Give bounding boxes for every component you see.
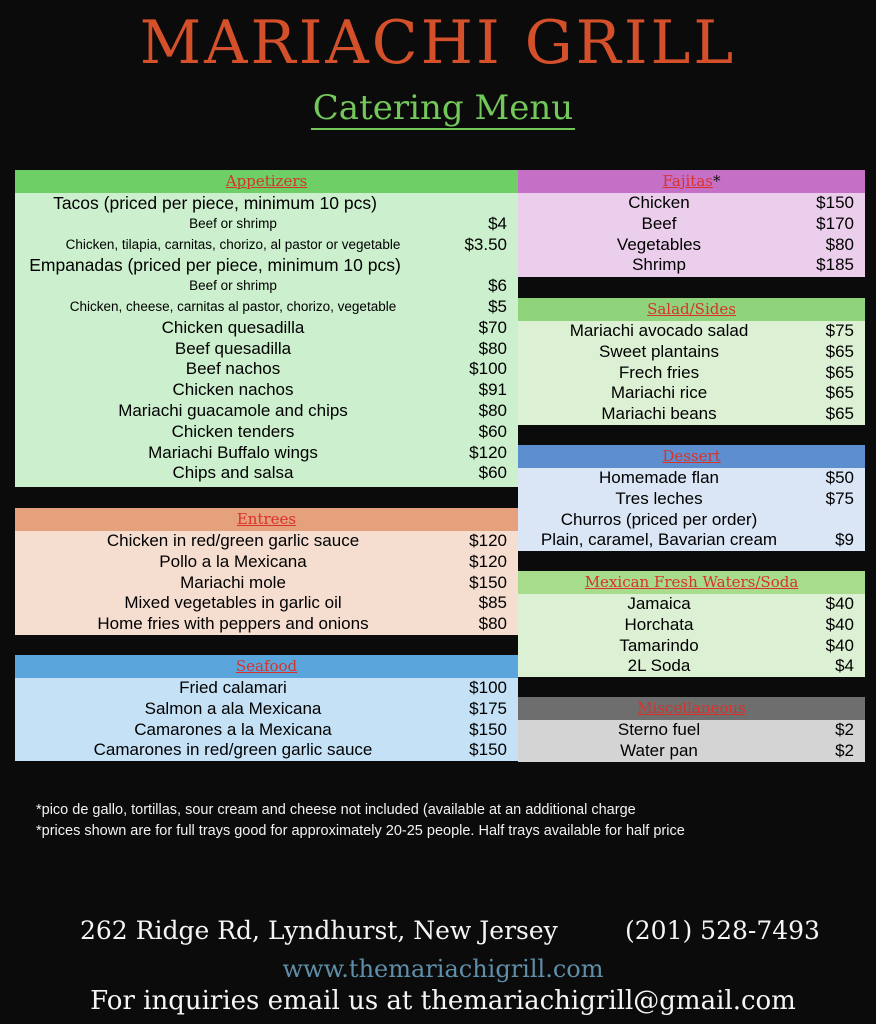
item-name: Salmon a ala Mexicana <box>144 698 322 718</box>
item-price: $6 <box>488 276 507 296</box>
menu-subtitle-text: Catering Menu <box>312 88 574 128</box>
entrees-header <box>15 508 518 531</box>
item-name: Chicken, cheese, carnitas al pastor, chorizo, vegetable <box>69 298 397 314</box>
item-price: $120 <box>469 442 507 462</box>
misc-title: Miscellaneous <box>637 699 746 717</box>
item-price: $60 <box>478 463 507 483</box>
item-name: Home fries with peppers and onions <box>97 614 369 634</box>
seafood-section <box>15 655 518 761</box>
item-name: Chicken tenders <box>171 421 295 441</box>
menu-item <box>518 235 865 256</box>
item-name: Chicken <box>628 193 690 212</box>
item-name: Sweet plantains <box>598 341 720 361</box>
menu-item <box>518 321 865 342</box>
item-name: Churros (priced per order) <box>560 509 758 529</box>
drinks-section <box>518 571 865 677</box>
salad-sides-title: Salad/Sides <box>647 300 736 318</box>
website-link[interactable]: www.themariachigrill.com <box>282 955 604 983</box>
item-name: 2L Soda <box>627 656 691 676</box>
item-name: Chicken, tilapia, carnitas, chorizo, al pastor or vegetable <box>65 236 401 252</box>
item-name: Tres leches <box>615 488 703 508</box>
item-name: Horchata <box>624 614 694 634</box>
item-price: $150 <box>816 193 854 212</box>
item-name: Beef or shrimp <box>189 215 277 231</box>
item-name: Empanadas (priced per piece, minimum 10 pcs) <box>29 255 401 276</box>
item-name: Camarones in red/green garlic sauce <box>93 740 373 760</box>
item-price: $150 <box>469 740 507 760</box>
item-name: Plain, caramel, Bavarian cream <box>540 530 778 550</box>
item-price: $175 <box>469 698 507 718</box>
item-name: Shrimp <box>632 255 686 275</box>
item-price: $65 <box>825 383 854 403</box>
item-price: $100 <box>469 359 507 379</box>
item-name: Vegetables <box>616 234 702 254</box>
phone-number[interactable]: (201) 528-7493 <box>625 916 820 945</box>
item-name: Mariachi beans <box>601 404 717 424</box>
item-price: $70 <box>478 317 507 337</box>
item-name: Chips and salsa <box>172 463 294 483</box>
menu-item <box>518 214 865 235</box>
seafood-list <box>15 678 518 761</box>
menu-item <box>15 318 518 339</box>
appetizers-title: Appetizers <box>225 172 308 190</box>
item-price: $91 <box>478 380 507 400</box>
item-name: Water pan <box>620 740 698 760</box>
item-price: $65 <box>825 404 854 424</box>
drinks-list <box>518 594 865 677</box>
item-price: $2 <box>835 720 854 739</box>
menu-item <box>15 235 518 256</box>
menu-item <box>518 510 865 531</box>
address: 262 Ridge Rd, Lyndhurst, New Jersey <box>80 916 558 945</box>
menu-item <box>518 656 865 677</box>
item-price: $5 <box>488 296 507 316</box>
menu-item <box>15 552 518 573</box>
item-name: Frech fries <box>618 362 700 382</box>
item-name: Pollo a la Mexicana <box>159 551 307 571</box>
item-name: Sterno fuel <box>617 720 701 739</box>
item-price: $65 <box>825 341 854 361</box>
salad-sides-header <box>518 298 865 321</box>
item-price: $4 <box>835 656 854 676</box>
menu-item <box>15 614 518 635</box>
item-price: $80 <box>478 400 507 420</box>
item-price: $80 <box>478 338 507 358</box>
item-price: $85 <box>478 593 507 613</box>
salad-sides-section <box>518 298 865 425</box>
fajitas-header <box>518 170 865 193</box>
restaurant-title: MARIACHI GRILL <box>139 8 737 78</box>
menu-item <box>15 401 518 422</box>
menu-item <box>518 342 865 363</box>
menu-item <box>518 530 865 551</box>
appetizers-list <box>15 193 518 487</box>
item-price: $120 <box>469 531 507 550</box>
menu-item <box>15 214 518 235</box>
menu-item <box>15 193 518 214</box>
item-price: $100 <box>469 678 507 697</box>
menu-item <box>15 740 518 761</box>
item-name: Homemade flan <box>598 468 719 487</box>
item-name: Chicken in red/green garlic sauce <box>106 531 360 550</box>
item-name: Chicken quesadilla <box>161 317 305 337</box>
item-name: Fried calamari <box>179 678 287 697</box>
menu-item <box>15 531 518 552</box>
item-price: $50 <box>825 468 854 487</box>
dessert-header <box>518 445 865 468</box>
fajitas-section <box>518 170 865 277</box>
item-price: $75 <box>825 321 854 340</box>
menu-item <box>15 422 518 443</box>
menu-item <box>518 741 865 762</box>
item-price: $80 <box>478 614 507 634</box>
menu-item <box>15 339 518 360</box>
item-price: $40 <box>825 635 854 655</box>
item-price: $65 <box>825 362 854 382</box>
item-price: $185 <box>816 255 854 275</box>
fajitas-asterisk: * <box>712 172 721 190</box>
menu-subtitle <box>0 84 876 132</box>
misc-header <box>518 697 865 720</box>
appetizers-header <box>15 170 518 193</box>
item-price: $170 <box>816 213 854 233</box>
dessert-section <box>518 445 865 551</box>
menu-item <box>15 443 518 464</box>
item-name: Tacos (priced per piece, minimum 10 pcs) <box>53 193 377 213</box>
item-price: $150 <box>469 572 507 592</box>
item-name: Mariachi rice <box>610 383 708 403</box>
misc-list <box>518 720 865 762</box>
seafood-header <box>15 655 518 678</box>
menu-item <box>518 720 865 741</box>
item-price: $9 <box>835 530 854 550</box>
menu-item <box>15 678 518 699</box>
item-name: Mariachi avocado salad <box>569 321 749 340</box>
menu-item <box>518 489 865 510</box>
menu-item <box>15 720 518 741</box>
item-price: $75 <box>825 488 854 508</box>
appetizers-section <box>15 170 518 487</box>
drinks-header <box>518 571 865 594</box>
misc-section <box>518 697 865 762</box>
item-name: Beef or shrimp <box>189 278 277 294</box>
item-name: Camarones a la Mexicana <box>134 719 332 739</box>
item-price: $3.50 <box>464 234 507 254</box>
item-name: Tamarindo <box>619 635 699 655</box>
footnote-2: *prices shown are for full trays good for approximately 20-25 people. Half trays available for half price <box>36 823 685 839</box>
dessert-title: Dessert <box>662 447 721 465</box>
item-name: Beef <box>641 213 677 233</box>
salad-sides-list <box>518 321 865 425</box>
dessert-list <box>518 468 865 551</box>
item-price: $2 <box>835 740 854 760</box>
item-price: $150 <box>469 719 507 739</box>
menu-item <box>518 363 865 384</box>
item-name: Mariachi Buffalo wings <box>148 442 318 462</box>
menu-item <box>518 594 865 615</box>
item-price: $120 <box>469 551 507 571</box>
menu-item <box>518 255 865 276</box>
menu-item <box>15 380 518 401</box>
email-line[interactable]: For inquiries email us at themariachigrill@gmail.com <box>90 986 796 1016</box>
menu-item <box>15 359 518 380</box>
item-price: $4 <box>488 213 507 233</box>
menu-item <box>15 463 518 484</box>
fajitas-list <box>518 193 865 277</box>
seafood-title: Seafood <box>235 657 298 675</box>
menu-item <box>518 615 865 636</box>
menu-item <box>15 297 518 318</box>
entrees-title: Entrees <box>236 510 297 528</box>
menu-item <box>518 636 865 657</box>
item-name: Mixed vegetables in garlic oil <box>124 593 342 613</box>
menu-item <box>518 468 865 489</box>
menu-item <box>15 699 518 720</box>
item-name: Mariachi guacamole and chips <box>118 400 348 420</box>
drinks-title: Mexican Fresh Waters/Soda <box>584 573 799 591</box>
item-name: Chicken nachos <box>172 380 294 400</box>
item-name: Mariachi mole <box>180 572 286 592</box>
footnote-1: *pico de gallo, tortillas, sour cream and cheese not included (available at an additional charge <box>36 802 636 818</box>
menu-item <box>15 255 518 276</box>
item-name: Jamaica <box>627 594 691 613</box>
menu-item <box>15 276 518 297</box>
item-price: $40 <box>825 614 854 634</box>
menu-item <box>15 573 518 594</box>
entrees-list <box>15 531 518 635</box>
menu-item <box>15 593 518 614</box>
item-name: Beef nachos <box>185 359 281 379</box>
item-price: $40 <box>825 594 854 613</box>
menu-item <box>518 193 865 214</box>
item-price: $60 <box>478 421 507 441</box>
menu-item <box>518 383 865 404</box>
footnotes <box>36 800 685 842</box>
item-name: Beef quesadilla <box>174 338 292 358</box>
entrees-section <box>15 508 518 635</box>
menu-item <box>518 404 865 425</box>
item-price: $80 <box>825 234 854 254</box>
fajitas-title: Fajitas <box>662 172 713 190</box>
